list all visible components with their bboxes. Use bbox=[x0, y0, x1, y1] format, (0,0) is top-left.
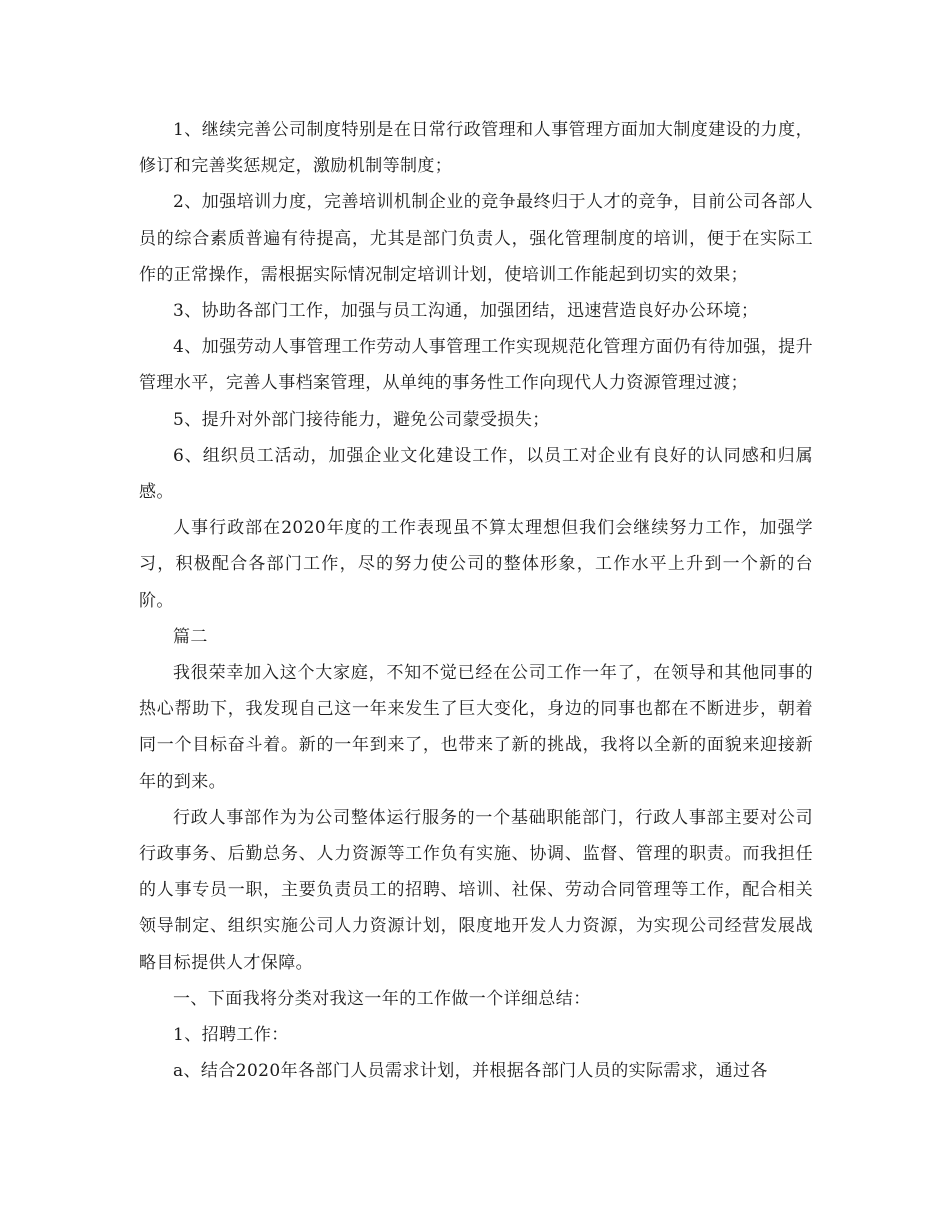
paragraph-summary-heading: 一、下面我将分类对我这一年的工作做一个详细总结： bbox=[173, 988, 591, 1009]
paragraph-recruitment-item-a: a、结合2020年各部门人员需求计划，并根据各部门人员的实际需求，通过各 bbox=[173, 1061, 768, 1082]
paragraph-plan-2: 2、加强培训力度，完善培训机制企业的竞争最终归于人才的竞争，目前公司各部人员的综合素质普遍有待提高，尤其是部门负责人，强化管理制度的培训，便于在实际工作的正常操作，需根据实际情况制定培训计划，使培训工作能起到切实的效果； bbox=[139, 192, 813, 285]
paragraph-department-role: 行政人事部作为为公司整体运行服务的一个基础职能部门，行政人事部主要对公司行政事务、后勤总务、人力资源等工作负有实施、协调、监督、管理的职责。而我担任的人事专员一职，主要负责员工的招聘、培训、社保、劳动合同管理等工作，配合相关领导制定、组织实施公司人力资源计划，限度地开发人力资源，为实现公司经营发展战略目标提供人才保障。 bbox=[139, 807, 813, 973]
paragraph-intro: 我很荣幸加入这个大家庭，不知不觉已经在公司工作一年了，在领导和其他同事的热心帮助下，我发现自己这一年来发生了巨大变化，身边的同事也都在不断进步，朝着同一个目标奋斗着。新的一年到来了，也带来了新的挑战，我将以全新的面貌来迎接新年的到来。 bbox=[139, 663, 813, 792]
paragraph-plan-3: 3、协助各部门工作，加强与员工沟通，加强团结，迅速营造良好办公环境； bbox=[173, 301, 759, 322]
section-heading: 篇二 bbox=[173, 626, 208, 647]
paragraph-plan-6: 6、组织员工活动，加强企业文化建设工作，以员工对企业有良好的认同感和归属感。 bbox=[139, 445, 813, 503]
paragraph-plan-1: 1、继续完善公司制度特别是在日常行政管理和人事管理方面加大制度建设的力度，修订和完善奖惩规定，激励机制等制度； bbox=[139, 120, 813, 177]
paragraph-recruitment-heading: 1、招聘工作： bbox=[173, 1025, 289, 1046]
document-body bbox=[139, 112, 813, 1089]
paragraph-plan-5: 5、提升对外部门接待能力，避免公司蒙受损失； bbox=[173, 409, 550, 430]
paragraph-conclusion: 人事行政部在2020年度的工作表现虽不算太理想但我们会继续努力工作，加强学习，积极配合各部门工作，尽的努力使公司的整体形象，工作水平上升到一个新的台阶。 bbox=[139, 518, 813, 611]
paragraph-plan-4: 4、加强劳动人事管理工作劳动人事管理工作实现规范化管理方面仍有待加强，提升管理水平，完善人事档案管理，从单纯的事务性工作向现代人力资源管理过渡； bbox=[139, 337, 813, 394]
